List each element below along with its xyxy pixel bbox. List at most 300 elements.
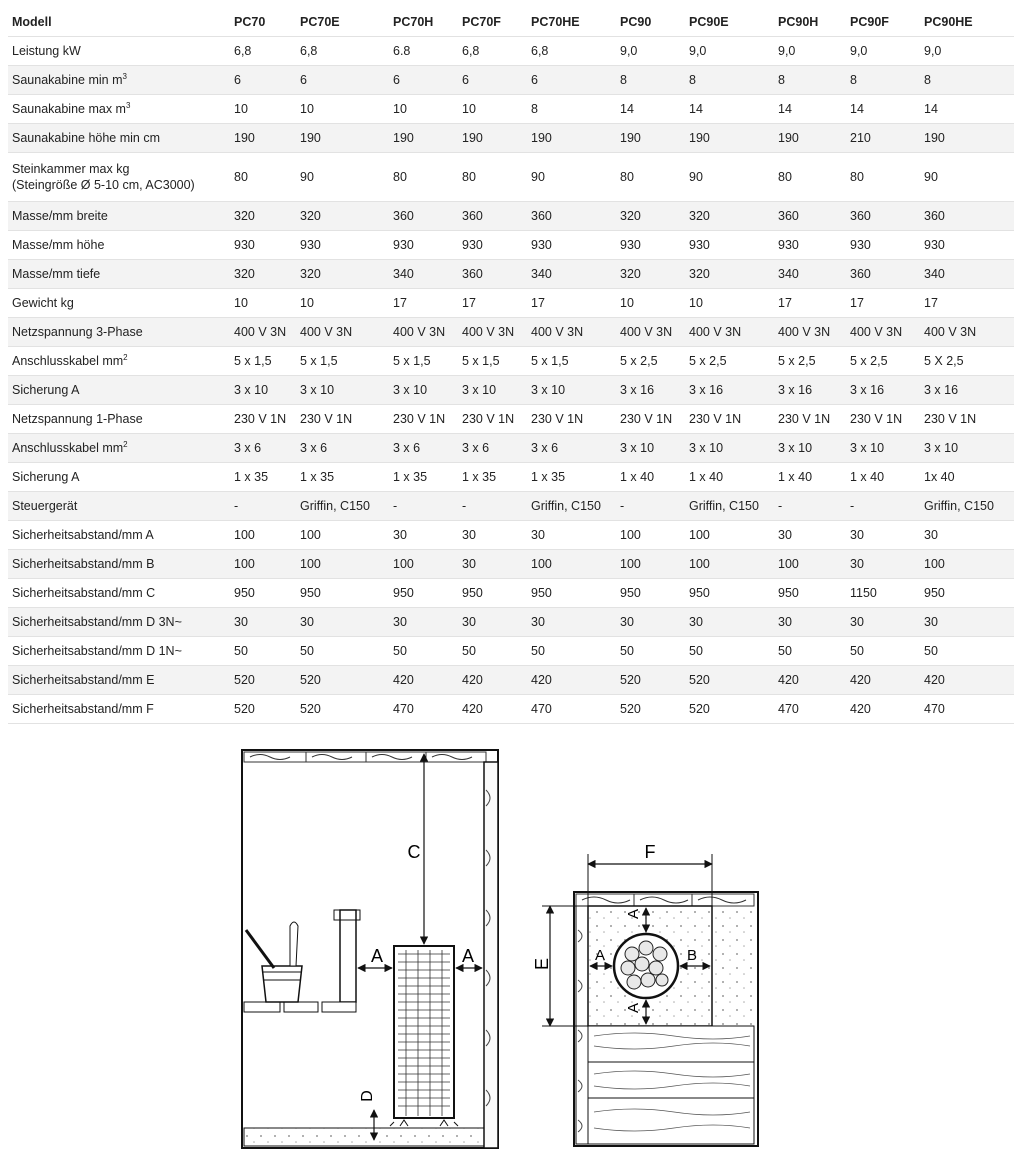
table-cell: 320 [616, 260, 685, 289]
table-cell: 50 [296, 637, 389, 666]
table-cell: 950 [389, 579, 458, 608]
table-cell: 950 [616, 579, 685, 608]
table-cell: 30 [389, 521, 458, 550]
table-cell: 6 [527, 66, 616, 95]
table-cell: 420 [458, 666, 527, 695]
table-cell: 3 x 6 [527, 434, 616, 463]
table-cell: 17 [389, 289, 458, 318]
table-cell: 320 [230, 260, 296, 289]
table-cell: 950 [527, 579, 616, 608]
table-cell: 340 [774, 260, 846, 289]
table-cell: 930 [846, 231, 920, 260]
table-cell: 30 [458, 608, 527, 637]
table-cell: 50 [616, 637, 685, 666]
table-cell: 14 [920, 95, 1014, 124]
table-cell: 230 V 1N [389, 405, 458, 434]
table-cell: 400 V 3N [296, 318, 389, 347]
row-label [8, 550, 230, 579]
row-label [8, 637, 230, 666]
table-cell: 6,8 [527, 37, 616, 66]
table-cell: 5 x 1,5 [458, 347, 527, 376]
table-cell: 50 [389, 637, 458, 666]
table-cell: 30 [458, 521, 527, 550]
table-cell: 90 [296, 153, 389, 202]
top-view [532, 842, 758, 1146]
table-cell: 9,0 [616, 37, 685, 66]
table-cell: 1 x 40 [616, 463, 685, 492]
table-cell: 360 [920, 202, 1014, 231]
table-row [8, 492, 1014, 521]
table-cell: 400 V 3N [230, 318, 296, 347]
table-cell: 5 x 2,5 [685, 347, 774, 376]
table-cell: 30 [920, 521, 1014, 550]
table-cell: 10 [296, 289, 389, 318]
table-cell: 3 x 6 [458, 434, 527, 463]
table-cell: 100 [296, 550, 389, 579]
table-row [8, 434, 1014, 463]
table-cell: 190 [685, 124, 774, 153]
row-label-text: Netzspannung 3-Phase [12, 325, 143, 339]
table-cell: 930 [458, 231, 527, 260]
row-label-text: Sicherheitsabstand/mm A [12, 528, 154, 542]
table-cell: 320 [616, 202, 685, 231]
table-cell: 930 [296, 231, 389, 260]
row-label [8, 289, 230, 318]
table-cell: 420 [920, 666, 1014, 695]
table-cell: 190 [527, 124, 616, 153]
row-label [8, 66, 230, 95]
table-cell: 50 [774, 637, 846, 666]
table-cell: 420 [389, 666, 458, 695]
row-label [8, 376, 230, 405]
dim-label-b: B [686, 947, 698, 964]
table-cell: 30 [846, 608, 920, 637]
table-cell: 520 [230, 666, 296, 695]
table-cell: 360 [846, 260, 920, 289]
table-cell: 1 x 35 [230, 463, 296, 492]
column-header-model: PC70H [389, 8, 458, 37]
row-label-text: Sicherheitsabstand/mm B [12, 557, 155, 571]
column-header-model: PC90F [846, 8, 920, 37]
table-cell: 14 [616, 95, 685, 124]
table-row [8, 95, 1014, 124]
table-cell: 30 [389, 608, 458, 637]
table-cell: 9,0 [774, 37, 846, 66]
table-cell: 1 x 40 [846, 463, 920, 492]
table-cell: 400 V 3N [527, 318, 616, 347]
table-cell: 1 x 40 [685, 463, 774, 492]
table-row [8, 521, 1014, 550]
table-cell: 3 x 10 [685, 434, 774, 463]
table-cell: 10 [296, 95, 389, 124]
dim-label-a-bottom: A [625, 1002, 642, 1014]
row-label-text: Sicherheitsabstand/mm D 1N~ [12, 644, 182, 658]
table-cell: 420 [774, 666, 846, 695]
table-cell: Griffin, C150 [920, 492, 1014, 521]
table-cell: 1 x 35 [389, 463, 458, 492]
table-cell: 230 V 1N [458, 405, 527, 434]
table-cell: 30 [774, 521, 846, 550]
table-cell: 100 [920, 550, 1014, 579]
table-cell: 100 [230, 521, 296, 550]
table-cell: 80 [389, 153, 458, 202]
table-cell: 90 [685, 153, 774, 202]
table-cell: 360 [774, 202, 846, 231]
row-label [8, 95, 230, 124]
table-cell: 190 [616, 124, 685, 153]
table-cell: 320 [685, 202, 774, 231]
table-cell: 3 x 10 [616, 434, 685, 463]
table-cell: 10 [685, 289, 774, 318]
table-cell: 3 x 10 [920, 434, 1014, 463]
table-cell: 470 [389, 695, 458, 724]
table-cell: 30 [846, 550, 920, 579]
table-cell: - [774, 492, 846, 521]
table-cell: 14 [846, 95, 920, 124]
row-label [8, 434, 230, 463]
table-cell: 8 [774, 66, 846, 95]
table-row [8, 463, 1014, 492]
table-cell: 50 [685, 637, 774, 666]
table-row [8, 153, 1014, 202]
row-label-text: Sicherheitsabstand/mm F [12, 702, 154, 716]
table-cell: 30 [920, 608, 1014, 637]
table-row [8, 695, 1014, 724]
row-label-text: Leistung kW [12, 44, 81, 58]
dim-label-f: F [644, 842, 656, 862]
table-cell: 3 x 10 [527, 376, 616, 405]
table-cell: 400 V 3N [458, 318, 527, 347]
table-cell: 3 x 16 [685, 376, 774, 405]
table-cell: 6,8 [458, 37, 527, 66]
table-cell: 90 [527, 153, 616, 202]
row-label [8, 608, 230, 637]
table-cell: 50 [920, 637, 1014, 666]
side-view [242, 750, 498, 1148]
column-header-model: PC90HE [920, 8, 1014, 37]
column-header-label: Modell [8, 8, 230, 37]
table-cell: 420 [846, 666, 920, 695]
table-cell: 8 [685, 66, 774, 95]
table-cell: - [230, 492, 296, 521]
table-cell: 100 [774, 550, 846, 579]
table-cell: 80 [846, 153, 920, 202]
table-cell: 190 [920, 124, 1014, 153]
column-header-model: PC90H [774, 8, 846, 37]
table-cell: 9,0 [846, 37, 920, 66]
table-cell: 100 [685, 550, 774, 579]
table-cell: 470 [920, 695, 1014, 724]
table-cell: 230 V 1N [920, 405, 1014, 434]
table-cell: 930 [230, 231, 296, 260]
table-cell: 100 [616, 521, 685, 550]
table-cell: 6,8 [230, 37, 296, 66]
table-cell: 30 [296, 608, 389, 637]
table-cell: 930 [774, 231, 846, 260]
table-cell: 3 x 10 [846, 434, 920, 463]
table-cell: 30 [230, 608, 296, 637]
row-label-text: Masse/mm höhe [12, 238, 105, 252]
table-cell: 400 V 3N [846, 318, 920, 347]
table-cell: 1 x 40 [774, 463, 846, 492]
table-cell: 190 [389, 124, 458, 153]
table-cell: 360 [846, 202, 920, 231]
table-cell: 520 [296, 666, 389, 695]
table-cell: 100 [296, 521, 389, 550]
row-label [8, 124, 230, 153]
row-label-text: Gewicht kg [12, 296, 74, 310]
table-cell: 1 x 35 [458, 463, 527, 492]
row-label [8, 695, 230, 724]
row-label-text: Sicherheitsabstand/mm D 3N~ [12, 615, 182, 629]
table-cell: 17 [920, 289, 1014, 318]
table-row [8, 637, 1014, 666]
table-cell: 930 [685, 231, 774, 260]
row-label [8, 260, 230, 289]
row-label-text: Sicherung A [12, 383, 80, 397]
dim-label-e: E [532, 957, 552, 971]
row-label [8, 318, 230, 347]
table-cell: 100 [389, 550, 458, 579]
table-cell: 520 [230, 695, 296, 724]
table-cell: 520 [296, 695, 389, 724]
row-label-text: Netzspannung 1-Phase [12, 412, 143, 426]
table-cell: 8 [920, 66, 1014, 95]
table-cell: 10 [389, 95, 458, 124]
table-cell: 3 x 10 [296, 376, 389, 405]
table-row [8, 376, 1014, 405]
table-row [8, 289, 1014, 318]
column-header-model: PC70 [230, 8, 296, 37]
table-cell: - [846, 492, 920, 521]
sauna-clearance-diagram [230, 740, 770, 1156]
table-cell: 210 [846, 124, 920, 153]
table-cell: 230 V 1N [685, 405, 774, 434]
row-label [8, 347, 230, 376]
table-cell: 30 [458, 550, 527, 579]
table-cell: 17 [527, 289, 616, 318]
table-cell: 9,0 [685, 37, 774, 66]
table-cell: 1 x 35 [527, 463, 616, 492]
row-label-text: Sicherung A [12, 470, 80, 484]
table-cell: 17 [458, 289, 527, 318]
table-cell: 420 [846, 695, 920, 724]
row-label [8, 153, 230, 202]
table-cell: 50 [846, 637, 920, 666]
row-label-text: Saunakabine min m [12, 73, 123, 87]
table-cell: 30 [527, 521, 616, 550]
table-cell: 360 [389, 202, 458, 231]
row-label-text: Sicherheitsabstand/mm C [12, 586, 156, 600]
table-cell: 30 [685, 608, 774, 637]
table-body [8, 37, 1014, 724]
row-label [8, 202, 230, 231]
table-cell: 100 [230, 550, 296, 579]
table-cell: 230 V 1N [616, 405, 685, 434]
table-cell: 80 [616, 153, 685, 202]
row-label [8, 37, 230, 66]
table-cell: 930 [389, 231, 458, 260]
table-cell: 10 [616, 289, 685, 318]
table-row [8, 202, 1014, 231]
table-cell: 360 [527, 202, 616, 231]
table-cell: 1x 40 [920, 463, 1014, 492]
table-cell: 3 x 10 [230, 376, 296, 405]
table-cell: 90 [920, 153, 1014, 202]
table-cell: Griffin, C150 [296, 492, 389, 521]
table-cell: 5 x 2,5 [774, 347, 846, 376]
row-label-text: Masse/mm tiefe [12, 267, 101, 281]
row-label [8, 463, 230, 492]
table-cell: 3 x 10 [389, 376, 458, 405]
dim-label-d: D [359, 1090, 376, 1102]
table-cell: 950 [458, 579, 527, 608]
dim-label-a-side: A [594, 947, 606, 964]
table-cell: 14 [685, 95, 774, 124]
spec-table [8, 8, 1014, 724]
row-label-note: (Steingröße Ø 5-10 cm, AC3000) [12, 178, 195, 192]
table-cell: 3 x 10 [774, 434, 846, 463]
table-cell: 80 [458, 153, 527, 202]
table-cell: 30 [846, 521, 920, 550]
table-cell: 190 [774, 124, 846, 153]
row-label-superscript: 2 [123, 439, 128, 449]
table-cell: 360 [458, 202, 527, 231]
row-label [8, 492, 230, 521]
row-label-text: Saunakabine max m [12, 102, 126, 116]
table-cell: 100 [616, 550, 685, 579]
table-cell: 470 [527, 695, 616, 724]
table-cell: 1 x 35 [296, 463, 389, 492]
table-cell: 5 x 1,5 [230, 347, 296, 376]
dim-label-a-right: A [461, 946, 475, 966]
table-cell: 950 [685, 579, 774, 608]
table-cell: 3 x 6 [230, 434, 296, 463]
table-cell: 950 [230, 579, 296, 608]
table-cell: 950 [774, 579, 846, 608]
table-cell: 6 [458, 66, 527, 95]
column-header-model: PC70E [296, 8, 389, 37]
table-cell: 400 V 3N [616, 318, 685, 347]
table-cell: 10 [230, 95, 296, 124]
dim-label-c: C [407, 842, 421, 862]
table-cell: 100 [685, 521, 774, 550]
table-cell: 8 [846, 66, 920, 95]
table-cell: 420 [527, 666, 616, 695]
row-label [8, 666, 230, 695]
table-row [8, 347, 1014, 376]
table-cell: 360 [458, 260, 527, 289]
table-cell: 50 [458, 637, 527, 666]
table-cell: 930 [527, 231, 616, 260]
table-cell: 6 [230, 66, 296, 95]
table-row [8, 37, 1014, 66]
table-cell: 5 x 1,5 [389, 347, 458, 376]
table-cell: 5 x 1,5 [527, 347, 616, 376]
table-cell: 930 [616, 231, 685, 260]
column-header-model: PC90E [685, 8, 774, 37]
row-label [8, 521, 230, 550]
table-cell: 930 [920, 231, 1014, 260]
table-cell: 6 [296, 66, 389, 95]
table-row [8, 260, 1014, 289]
table-cell: 17 [846, 289, 920, 318]
table-cell: - [389, 492, 458, 521]
table-cell: 50 [527, 637, 616, 666]
table-cell: 340 [527, 260, 616, 289]
table-header-row [8, 8, 1014, 37]
table-cell: 30 [527, 608, 616, 637]
table-cell: 230 V 1N [846, 405, 920, 434]
table-cell: 400 V 3N [920, 318, 1014, 347]
table-cell: 190 [230, 124, 296, 153]
row-label [8, 579, 230, 608]
table-cell: 520 [616, 666, 685, 695]
column-header-model: PC90 [616, 8, 685, 37]
row-label [8, 405, 230, 434]
row-label-superscript: 3 [122, 71, 127, 81]
table-cell: 320 [296, 202, 389, 231]
table-row [8, 231, 1014, 260]
row-label-text: Sicherheitsabstand/mm E [12, 673, 155, 687]
table-cell: 520 [616, 695, 685, 724]
row-label-text: Anschlusskabel mm [12, 354, 124, 368]
table-cell: 320 [296, 260, 389, 289]
table-cell: 6 [389, 66, 458, 95]
dim-label-a-top: A [625, 908, 642, 920]
table-cell: 9,0 [920, 37, 1014, 66]
table-row [8, 550, 1014, 579]
table-cell: 320 [230, 202, 296, 231]
table-cell: 17 [774, 289, 846, 318]
table-row [8, 318, 1014, 347]
table-cell: - [458, 492, 527, 521]
table-cell: Griffin, C150 [685, 492, 774, 521]
table-cell: 520 [685, 695, 774, 724]
table-row [8, 405, 1014, 434]
table-cell: 340 [920, 260, 1014, 289]
table-cell: 420 [458, 695, 527, 724]
row-label-superscript: 3 [125, 100, 131, 110]
dim-label-a-left: A [370, 946, 384, 966]
table-cell: 230 V 1N [774, 405, 846, 434]
table-cell: 520 [685, 666, 774, 695]
table-cell: 30 [774, 608, 846, 637]
row-label [8, 231, 230, 260]
table-cell: 50 [230, 637, 296, 666]
table-cell: 5 X 2,5 [920, 347, 1014, 376]
table-cell: 80 [230, 153, 296, 202]
row-label-superscript: 2 [123, 352, 128, 362]
table-cell: 3 x 16 [846, 376, 920, 405]
table-cell: 3 x 6 [296, 434, 389, 463]
table-cell: 1150 [846, 579, 920, 608]
table-cell: 5 x 1,5 [296, 347, 389, 376]
table-cell: 470 [774, 695, 846, 724]
table-cell: - [616, 492, 685, 521]
row-label-text: Steinkammer max kg [12, 162, 130, 176]
row-label-text: Saunakabine höhe min cm [12, 131, 161, 145]
table-cell: 340 [389, 260, 458, 289]
table-cell: 950 [920, 579, 1014, 608]
table-cell: 3 x 6 [389, 434, 458, 463]
table-cell: 230 V 1N [527, 405, 616, 434]
table-cell: 400 V 3N [774, 318, 846, 347]
row-label-text: Steuergerät [12, 499, 78, 513]
table-cell: 5 x 2,5 [846, 347, 920, 376]
table-cell: 30 [616, 608, 685, 637]
table-cell: 10 [458, 95, 527, 124]
